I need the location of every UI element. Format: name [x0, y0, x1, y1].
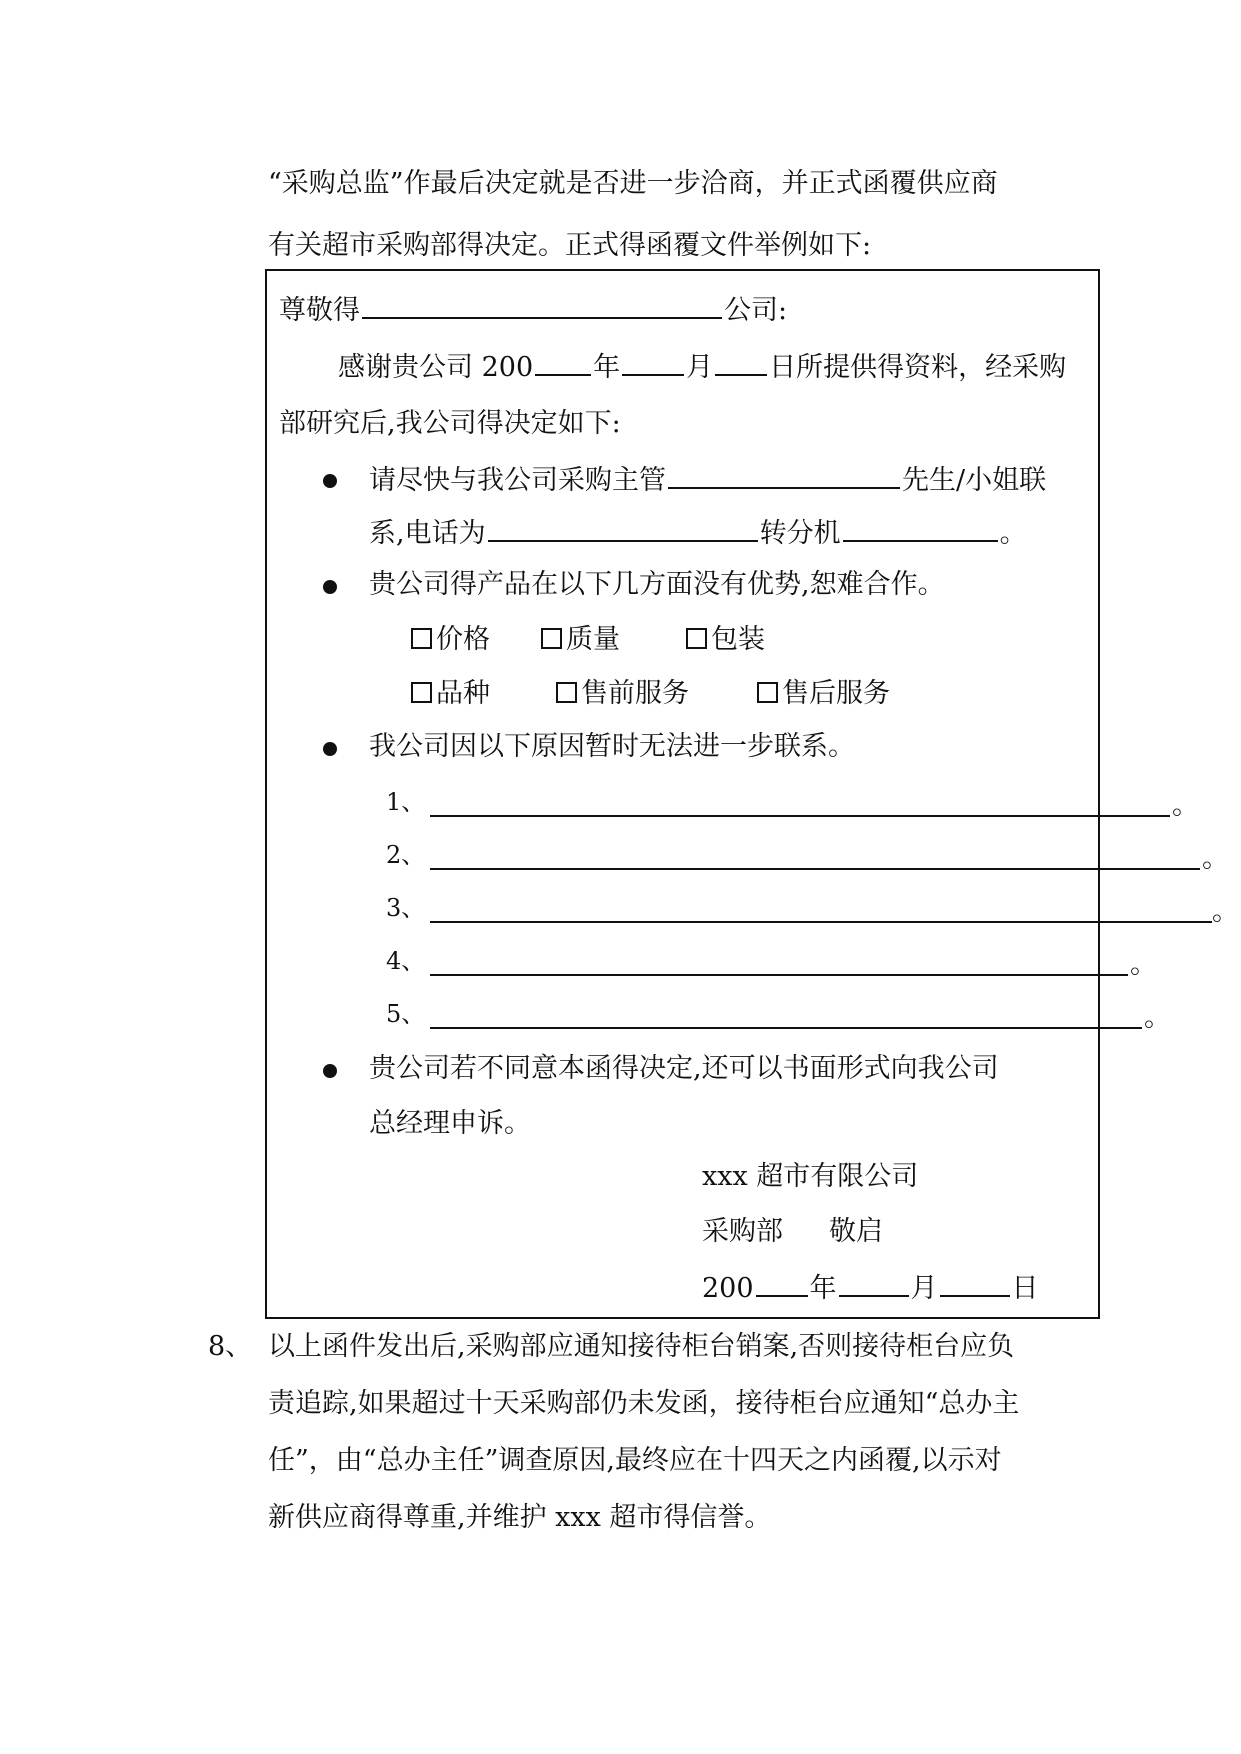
signature-company: xxx 超市有限公司	[702, 1161, 919, 1192]
bullet2-text: 贵公司得产品在以下几方面没有优势,恕难合作。	[369, 569, 945, 600]
day-blank[interactable]	[715, 352, 767, 376]
checkbox-quality[interactable]	[541, 626, 620, 653]
extension-blank[interactable]	[843, 518, 998, 542]
bullet-icon	[323, 474, 337, 488]
bullet1-end: 。	[999, 518, 1027, 549]
reason-blank[interactable]	[430, 815, 1170, 817]
checkbox-icon[interactable]	[556, 682, 577, 703]
phone-blank[interactable]	[488, 518, 758, 542]
checkbox-label: 售后服务	[782, 678, 890, 709]
reason-number: 3、	[386, 894, 426, 922]
supervisor-name-blank[interactable]	[668, 465, 900, 489]
checkbox-label: 售前服务	[581, 678, 689, 709]
reason-end: 。	[1212, 896, 1239, 927]
signature-department	[702, 1218, 883, 1245]
bullet-icon	[323, 580, 337, 594]
reason-blank[interactable]	[430, 921, 1212, 923]
extension-label: 转分机	[759, 518, 841, 549]
dept-label: 采购部	[702, 1216, 783, 1247]
reason-number: 4、	[386, 947, 426, 975]
checkbox-aftersale-service[interactable]	[757, 680, 890, 707]
checkbox-icon[interactable]	[541, 628, 562, 649]
checkbox-icon[interactable]	[411, 628, 432, 649]
checkbox-label: 品种	[436, 678, 490, 709]
signature-date	[702, 1273, 1039, 1302]
section8-line-1: 以上函件发出后,采购部应通知接待柜台销案,否则接待柜台应负	[268, 1331, 1015, 1362]
sign-month-blank[interactable]	[839, 1273, 909, 1297]
intro-line-1: “采购总监”作最后决定就是否进一步洽商，并正式函覆供应商	[268, 168, 998, 199]
reason-number: 5、	[386, 1000, 426, 1028]
reason-end: 。	[1130, 949, 1157, 980]
sign-year-label: 年	[809, 1273, 837, 1304]
company-name-blank[interactable]	[362, 295, 722, 319]
reason-blank[interactable]	[430, 868, 1200, 870]
bullet4-line-1: 贵公司若不同意本函得决定,还可以书面形式向我公司	[369, 1053, 999, 1084]
bullet1-text-2: 先生/小姐联	[902, 465, 1047, 496]
bullet-icon	[323, 1064, 337, 1078]
reason-blank[interactable]	[430, 1027, 1142, 1029]
reason-end: 。	[1202, 843, 1229, 874]
checkbox-price[interactable]	[411, 626, 490, 653]
salutation	[279, 295, 787, 324]
checkbox-label: 质量	[566, 624, 620, 655]
bullet1-line-1	[369, 465, 1046, 494]
checkbox-label: 价格	[436, 624, 490, 655]
reason-end: 。	[1172, 790, 1199, 821]
checkbox-icon[interactable]	[686, 628, 707, 649]
section8-line-4: 新供应商得尊重,并维护 xxx 超市得信誉。	[268, 1502, 772, 1533]
checkbox-variety[interactable]	[411, 680, 490, 707]
salutation-prefix: 尊敬得	[279, 295, 360, 326]
bullet4-line-2: 总经理申诉。	[369, 1108, 531, 1139]
checkbox-icon[interactable]	[757, 682, 778, 703]
reason-blank[interactable]	[430, 974, 1128, 976]
salutation-suffix: 公司:	[724, 295, 788, 326]
phone-label: 系,电话为	[369, 518, 486, 549]
month-blank[interactable]	[622, 352, 684, 376]
section8-line-3: 任”，由“总办主任”调查原因,最终应在十四天之内函覆,以示对	[268, 1445, 1002, 1476]
sign-day-label: 日	[1011, 1273, 1039, 1304]
bullet1-line-2	[369, 518, 1027, 547]
checkbox-label: 包装	[711, 624, 765, 655]
bullet1-text-1: 请尽快与我公司采购主管	[369, 465, 666, 496]
thanks-line-2: 部研究后,我公司得决定如下:	[279, 408, 621, 439]
year-label: 年	[593, 352, 621, 383]
bullet3-text: 我公司因以下原因暂时无法进一步联系。	[369, 731, 855, 762]
thanks-text-2: 日所提供得资料，经采购	[769, 352, 1067, 383]
checkbox-presale-service[interactable]	[556, 680, 689, 707]
bullet-icon	[323, 742, 337, 756]
date-prefix: 200	[702, 1273, 754, 1304]
reason-end: 。	[1144, 1002, 1171, 1033]
section8-line-2: 责追踪,如果超过十天采购部仍未发函，接待柜台应通知“总办主	[268, 1388, 1020, 1419]
thanks-text-1: 感谢贵公司 200	[338, 352, 534, 383]
intro-line-2: 有关超市采购部得决定。正式得函覆文件举例如下:	[268, 230, 872, 261]
reason-number: 2、	[386, 841, 426, 869]
checkbox-packaging[interactable]	[686, 626, 765, 653]
sign-day-blank[interactable]	[940, 1273, 1010, 1297]
respect-label: 敬启	[829, 1216, 883, 1247]
year-blank[interactable]	[535, 352, 591, 376]
checkbox-icon[interactable]	[411, 682, 432, 703]
sign-month-label: 月	[910, 1273, 938, 1304]
section-number: 8、	[208, 1331, 253, 1362]
thanks-line-1	[338, 352, 1066, 381]
month-label: 月	[686, 352, 714, 383]
sign-year-blank[interactable]	[756, 1273, 808, 1297]
reason-number: 1、	[386, 788, 426, 816]
